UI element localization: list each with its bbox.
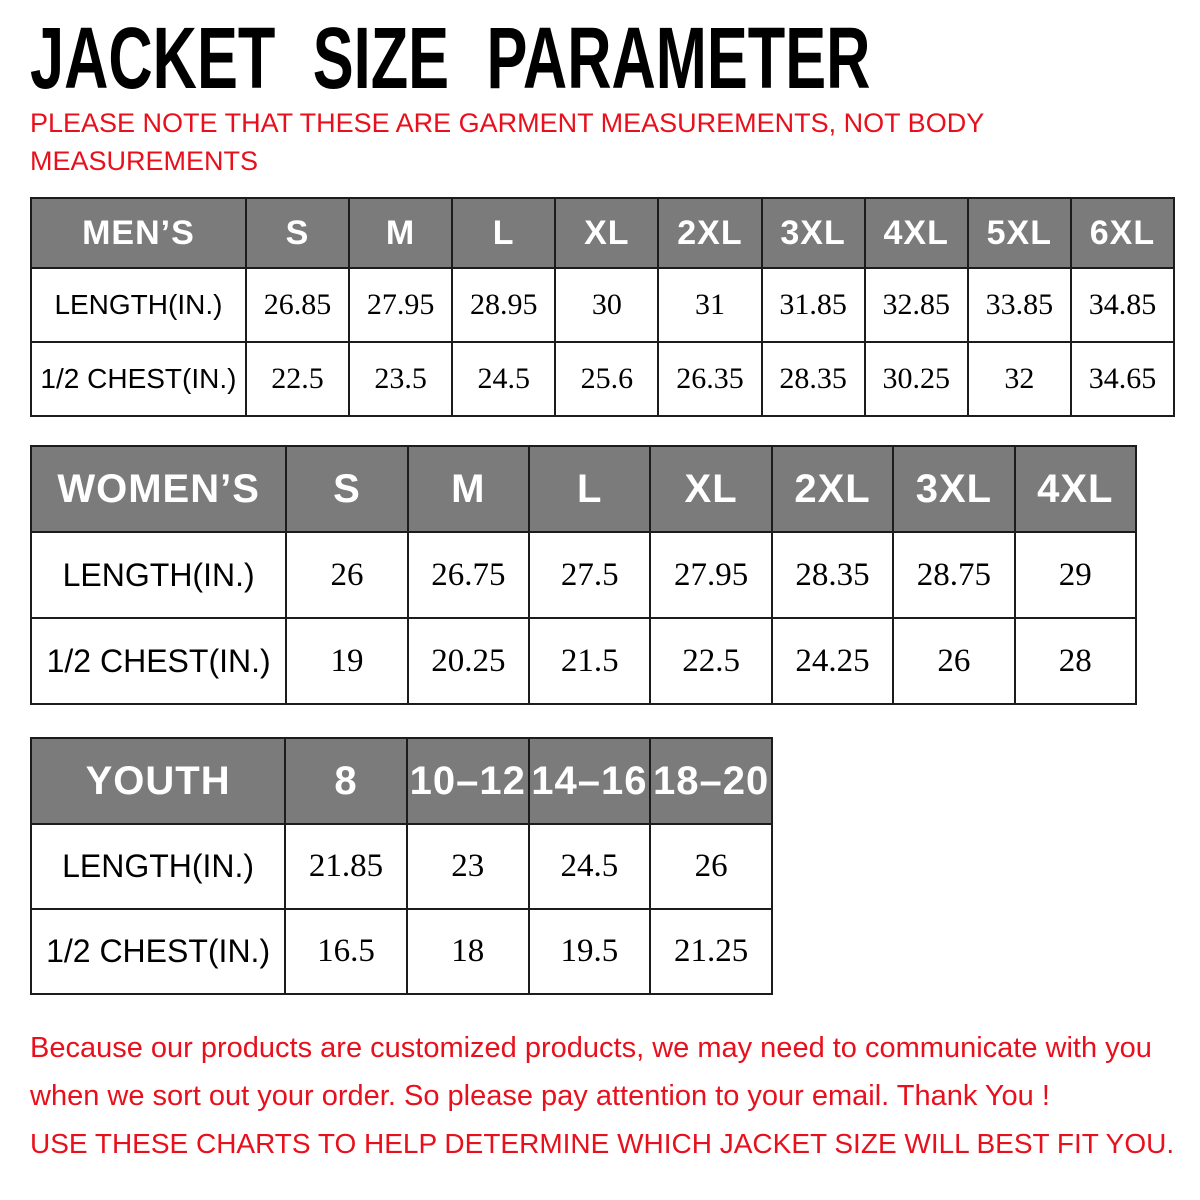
womens-length-value: 26.75 [408,532,529,618]
youth-size-header-14-16: 14–16 [529,738,651,824]
womens-header-row [31,446,1136,532]
page-title: JACKET SIZE PARAMETER [30,8,871,107]
mens-size-header-6xl: 6XL [1071,198,1174,268]
womens-chest-row [31,618,1136,704]
mens-length-row [31,268,1174,342]
womens-length-value: 29 [1015,532,1136,618]
garment-measurements-note [30,104,984,180]
womens-length-value: 27.95 [650,532,771,618]
mens-size-header-l: L [452,198,555,268]
youth-header-row [31,738,772,824]
mens-chest-value: 24.5 [452,342,555,416]
womens-length-row [31,532,1136,618]
chart-usage-advice: USE THESE CHARTS TO HELP DETERMINE WHICH JACKET SIZE WILL BEST FIT YOU. [30,1128,1175,1159]
youth-length-value: 21.85 [285,824,407,909]
mens-chest-value: 34.65 [1071,342,1174,416]
mens-length-value: 30 [555,268,658,342]
womens-chest-value: 24.25 [772,618,893,704]
womens-size-header-s: S [286,446,407,532]
mens-length-label: LENGTH(IN.) [31,268,246,342]
youth-chest-row [31,909,772,994]
mens-length-value: 28.95 [452,268,555,342]
mens-length-value: 32.85 [865,268,968,342]
womens-length-value: 26 [286,532,407,618]
mens-header-row [31,198,1174,268]
mens-size-header-s: S [246,198,349,268]
mens-length-value: 31.85 [762,268,865,342]
womens-size-header-xl: XL [650,446,771,532]
womens-table-title: WOMEN’S [31,446,286,532]
mens-length-value: 27.95 [349,268,452,342]
mens-size-header-5xl: 5XL [968,198,1071,268]
customization-notice-line-2: when we sort out your order. So please pay attention to your email. Thank You ! [30,1080,1050,1112]
mens-length-value: 31 [658,268,761,342]
youth-chest-value: 16.5 [285,909,407,994]
mens-size-header-4xl: 4XL [865,198,968,268]
youth-chest-label: 1/2 CHEST(IN.) [31,909,285,994]
mens-chest-value: 23.5 [349,342,452,416]
womens-length-value: 27.5 [529,532,650,618]
mens-chest-row [31,342,1174,416]
mens-size-header-3xl: 3XL [762,198,865,268]
womens-size-header-m: M [408,446,529,532]
mens-chest-value: 22.5 [246,342,349,416]
womens-chest-value: 22.5 [650,618,771,704]
mens-length-value: 33.85 [968,268,1071,342]
womens-chest-label: 1/2 CHEST(IN.) [31,618,286,704]
womens-size-header-4xl: 4XL [1015,446,1136,532]
mens-table-title: MEN’S [31,198,246,268]
note-line-1: PLEASE NOTE THAT THESE ARE GARMENT MEASUREMENTS, NOT BODY [30,108,985,138]
mens-chest-value: 32 [968,342,1071,416]
mens-size-header-xl: XL [555,198,658,268]
mens-size-table [30,197,1175,417]
womens-size-header-l: L [529,446,650,532]
womens-size-table [30,445,1137,705]
womens-chest-value: 20.25 [408,618,529,704]
youth-size-header-8: 8 [285,738,407,824]
youth-length-label: LENGTH(IN.) [31,824,285,909]
youth-length-value: 24.5 [529,824,651,909]
mens-chest-value: 26.35 [658,342,761,416]
youth-table-title: YOUTH [31,738,285,824]
youth-chest-value: 18 [407,909,529,994]
mens-length-value: 34.85 [1071,268,1174,342]
womens-size-header-3xl: 3XL [893,446,1014,532]
youth-size-table [30,737,773,995]
youth-chest-value: 21.25 [650,909,772,994]
mens-length-value: 26.85 [246,268,349,342]
youth-size-header-10-12: 10–12 [407,738,529,824]
mens-chest-label: 1/2 CHEST(IN.) [31,342,246,416]
note-line-2: MEASUREMENTS [30,146,259,176]
youth-length-value: 23 [407,824,529,909]
mens-size-header-2xl: 2XL [658,198,761,268]
womens-chest-value: 19 [286,618,407,704]
mens-size-header-m: M [349,198,452,268]
womens-chest-value: 28 [1015,618,1136,704]
womens-length-value: 28.35 [772,532,893,618]
womens-chest-value: 21.5 [529,618,650,704]
youth-length-value: 26 [650,824,772,909]
womens-size-header-2xl: 2XL [772,446,893,532]
youth-size-header-18-20: 18–20 [650,738,772,824]
mens-chest-value: 25.6 [555,342,658,416]
womens-length-label: LENGTH(IN.) [31,532,286,618]
mens-chest-value: 28.35 [762,342,865,416]
youth-chest-value: 19.5 [529,909,651,994]
womens-chest-value: 26 [893,618,1014,704]
customization-notice [30,1024,1152,1120]
womens-length-value: 28.75 [893,532,1014,618]
customization-notice-line-1: Because our products are customized products, we may need to communicate with you [30,1032,1152,1064]
mens-chest-value: 30.25 [865,342,968,416]
youth-length-row [31,824,772,909]
